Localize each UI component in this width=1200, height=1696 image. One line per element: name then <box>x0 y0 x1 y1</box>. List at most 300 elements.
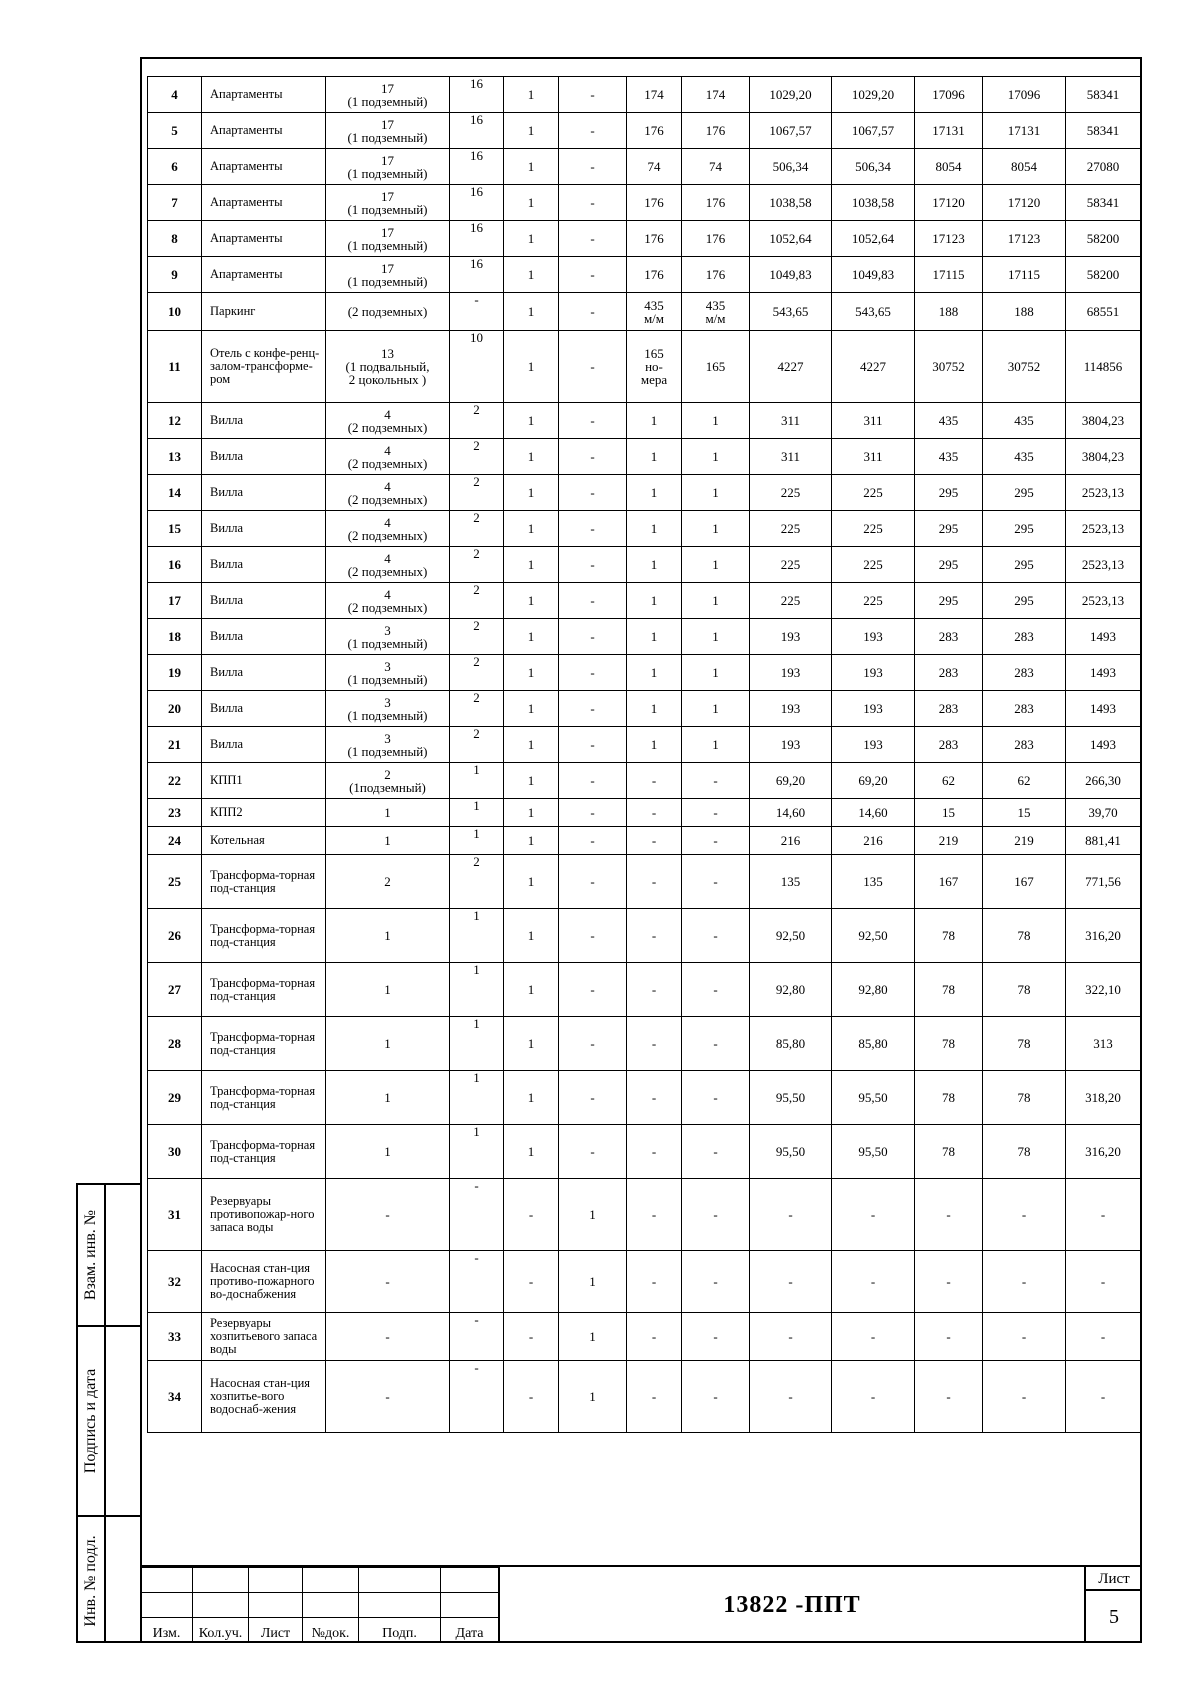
cell-c8-line: 176 <box>705 195 726 210</box>
cell-name: Резервуары противопожар-ного запаса воды <box>202 1179 326 1251</box>
cell-c4: - <box>450 293 504 331</box>
cell-floors-line: 1 <box>384 928 391 943</box>
cell-floors-line: (1 подземный) <box>347 273 428 289</box>
cell-c6: - <box>559 403 627 439</box>
cell-c11: - <box>915 1251 983 1313</box>
cell-c9: 543,65 <box>750 293 832 331</box>
cell-c9: 95,50 <box>750 1125 832 1179</box>
cell-c10: 69,20 <box>832 763 915 799</box>
cell-c5: - <box>504 1251 559 1313</box>
cell-c10: 135 <box>832 855 915 909</box>
cell-c8 <box>682 827 750 855</box>
cell-c7-line: - <box>651 1036 657 1051</box>
cell-c11: 17131 <box>915 113 983 149</box>
cell-c5: 1 <box>504 963 559 1017</box>
cell-number: 31 <box>148 1179 202 1251</box>
cell-floors-line: 1 <box>384 833 391 848</box>
cell-c13: 266,30 <box>1066 763 1141 799</box>
cell-c5: 1 <box>504 1017 559 1071</box>
cell-c8 <box>682 77 750 113</box>
cell-c8-line: - <box>713 874 718 889</box>
cell-floors-line: (2 подземных) <box>347 419 428 435</box>
table-row <box>148 1125 1141 1179</box>
cell-c8-line: 1 <box>712 413 719 428</box>
cell-c7-line: - <box>651 1090 657 1105</box>
cell-floors <box>326 583 450 619</box>
cell-floors-line: 1 <box>384 1036 391 1051</box>
cell-c5: - <box>504 1313 559 1361</box>
cell-name: Трансформа-торная под-станция <box>202 963 326 1017</box>
cell-c4: 2 <box>450 855 504 909</box>
cell-c4: 10 <box>450 331 504 403</box>
cell-name: Отель с конфе-ренц-залом-трансформе-ром <box>202 331 326 403</box>
cell-c7-line: 176 <box>644 231 664 246</box>
cell-c9: 1067,57 <box>750 113 832 149</box>
cell-floors-line: (2 подземных) <box>347 304 428 319</box>
cell-c9: 1052,64 <box>750 221 832 257</box>
cell-c8 <box>682 1361 750 1433</box>
cell-c13: 316,20 <box>1066 909 1141 963</box>
cell-c10: 225 <box>832 547 915 583</box>
cell-floors-line: 1 <box>384 1144 391 1159</box>
table-row <box>148 1071 1141 1125</box>
cell-floors-line: (1 подземный) <box>347 635 428 651</box>
cell-number: 5 <box>148 113 202 149</box>
table-row <box>148 475 1141 511</box>
cell-c8-line: - <box>713 1274 718 1289</box>
cell-c4: 16 <box>450 185 504 221</box>
cell-c8 <box>682 1251 750 1313</box>
cell-number: 25 <box>148 855 202 909</box>
cell-c10: 92,50 <box>832 909 915 963</box>
cell-c5: 1 <box>504 691 559 727</box>
cell-name: Апартаменты <box>202 113 326 149</box>
cell-c7-line: 1 <box>650 629 658 644</box>
cell-floors <box>326 619 450 655</box>
cell-name: КПП1 <box>202 763 326 799</box>
cell-c7 <box>627 547 682 583</box>
cell-c7-line: 1 <box>650 701 658 716</box>
table-row <box>148 403 1141 439</box>
cell-c5: - <box>504 1361 559 1433</box>
cell-c11: 219 <box>915 827 983 855</box>
cell-c4: 2 <box>450 619 504 655</box>
cell-c7-line: 1 <box>650 449 658 464</box>
table-row <box>148 799 1141 827</box>
cell-c9: 193 <box>750 691 832 727</box>
cell-c4: 1 <box>450 1071 504 1125</box>
cell-c13: 58341 <box>1066 113 1141 149</box>
cell-floors-line: 17 <box>381 188 394 204</box>
cell-name: Апартаменты <box>202 257 326 293</box>
cell-c8 <box>682 799 750 827</box>
cell-c4: 16 <box>450 77 504 113</box>
table-row <box>148 1251 1141 1313</box>
cell-c8 <box>682 855 750 909</box>
cell-c7-line: 1 <box>650 521 658 536</box>
cell-c4: 2 <box>450 439 504 475</box>
cell-c7 <box>627 1361 682 1433</box>
cell-c7-line: - <box>651 982 657 997</box>
cell-c10: - <box>832 1361 915 1433</box>
tb-kol-uch: Кол.уч. <box>193 1618 249 1643</box>
cell-floors <box>326 855 450 909</box>
cell-number: 4 <box>148 77 202 113</box>
cell-c10: 193 <box>832 727 915 763</box>
cell-name: Вилла <box>202 727 326 763</box>
cell-c4: - <box>450 1179 504 1251</box>
cell-c5: 1 <box>504 113 559 149</box>
cell-c6: - <box>559 727 627 763</box>
cell-floors-line: - <box>385 1329 390 1344</box>
cell-c8 <box>682 149 750 185</box>
cell-c5: 1 <box>504 909 559 963</box>
table-row <box>148 1361 1141 1433</box>
cell-floors <box>326 1017 450 1071</box>
cell-c7-line: - <box>651 833 657 848</box>
cell-c11: 435 <box>915 439 983 475</box>
cell-c7-line: - <box>651 1274 657 1289</box>
cell-number: 11 <box>148 331 202 403</box>
cell-c4: 2 <box>450 655 504 691</box>
cell-floors <box>326 403 450 439</box>
cell-c10: 543,65 <box>832 293 915 331</box>
cell-floors-line: 13 <box>381 346 394 361</box>
table-row <box>148 185 1141 221</box>
cell-c8-line: 1 <box>712 701 719 716</box>
cell-c5: 1 <box>504 655 559 691</box>
cell-name: Вилла <box>202 655 326 691</box>
cell-c8-line: 1 <box>712 449 719 464</box>
side-label-vzam: Взам. инв. № <box>82 1209 99 1301</box>
cell-c12: 188 <box>983 293 1066 331</box>
cell-c13: - <box>1066 1251 1141 1313</box>
cell-floors-line: 1 <box>384 805 391 820</box>
cell-c8-line: 174 <box>705 87 726 102</box>
cell-floors <box>326 1251 450 1313</box>
cell-c7 <box>627 1017 682 1071</box>
cell-name: Апартаменты <box>202 149 326 185</box>
cell-floors <box>326 963 450 1017</box>
cell-c12: - <box>983 1313 1066 1361</box>
cell-c8 <box>682 293 750 331</box>
cell-c8-line: - <box>713 1144 718 1159</box>
cell-c7 <box>627 619 682 655</box>
cell-c9: 311 <box>750 439 832 475</box>
cell-c8-line: 176 <box>705 231 726 246</box>
cell-c8 <box>682 185 750 221</box>
cell-floors <box>326 257 450 293</box>
cell-number: 18 <box>148 619 202 655</box>
cell-c7 <box>627 185 682 221</box>
cell-c8-line: - <box>713 1207 718 1222</box>
cell-c9: 225 <box>750 511 832 547</box>
cell-c7 <box>627 727 682 763</box>
cell-c8 <box>682 691 750 727</box>
cell-c7-line: 165 <box>644 346 664 361</box>
cell-c13: 3804,23 <box>1066 403 1141 439</box>
cell-floors-line: (1 подземный) <box>347 237 428 253</box>
side-label-inv: Инв. № подл. <box>82 1535 99 1627</box>
cell-c12: 78 <box>983 963 1066 1017</box>
cell-floors-line: (1 подземный) <box>347 707 428 723</box>
cell-c4: - <box>450 1361 504 1433</box>
table-row <box>148 439 1141 475</box>
cell-c5: 1 <box>504 511 559 547</box>
cell-c9: 1049,83 <box>750 257 832 293</box>
cell-number: 16 <box>148 547 202 583</box>
side-stamp-labels <box>78 1185 106 1641</box>
cell-c9: 225 <box>750 547 832 583</box>
side-stamp-values <box>106 1185 140 1641</box>
cell-c7 <box>627 293 682 331</box>
cell-c5: 1 <box>504 221 559 257</box>
cell-c13: 58200 <box>1066 221 1141 257</box>
cell-c7 <box>627 855 682 909</box>
cell-c4: 1 <box>450 827 504 855</box>
cell-c8 <box>682 257 750 293</box>
cell-c8 <box>682 1125 750 1179</box>
cell-c12: 219 <box>983 827 1066 855</box>
cell-c6: - <box>559 763 627 799</box>
cell-floors <box>326 763 450 799</box>
cell-c8-line: - <box>713 1389 718 1404</box>
cell-c6: 1 <box>559 1313 627 1361</box>
cell-c11: 295 <box>915 583 983 619</box>
cell-c7-line: 1 <box>650 557 658 572</box>
cell-c7-line: 1 <box>650 413 658 428</box>
cell-c8 <box>682 475 750 511</box>
cell-c8-line: - <box>713 928 718 943</box>
cell-c12: 78 <box>983 1071 1066 1125</box>
table-row <box>148 909 1141 963</box>
cell-c7 <box>627 1179 682 1251</box>
cell-floors-line: 1 <box>384 1090 391 1105</box>
cell-c10: 193 <box>832 655 915 691</box>
cell-c6: - <box>559 855 627 909</box>
cell-c9: - <box>750 1313 832 1361</box>
cell-c9: 135 <box>750 855 832 909</box>
cell-c7-line: 1 <box>650 665 658 680</box>
cell-c12: 295 <box>983 547 1066 583</box>
cell-floors-line: (1подземный) <box>349 779 426 795</box>
cell-c11: - <box>915 1361 983 1433</box>
table-row <box>148 763 1141 799</box>
cell-c13: 1493 <box>1066 619 1141 655</box>
cell-c8-line: 74 <box>709 159 722 174</box>
cell-name: Апартаменты <box>202 221 326 257</box>
cell-c6: - <box>559 909 627 963</box>
cell-c8 <box>682 1179 750 1251</box>
cell-c7-line: - <box>651 1389 657 1404</box>
cell-c11: 17115 <box>915 257 983 293</box>
cell-c12: - <box>983 1179 1066 1251</box>
cell-c10: 4227 <box>832 331 915 403</box>
cell-c6: - <box>559 475 627 511</box>
cell-c6: - <box>559 77 627 113</box>
cell-number: 15 <box>148 511 202 547</box>
cell-floors <box>326 113 450 149</box>
cell-c8-line: м/м <box>705 310 726 326</box>
cell-c10: 225 <box>832 583 915 619</box>
cell-c12: 15 <box>983 799 1066 827</box>
cell-c7-line: 74 <box>647 159 661 174</box>
cell-c12: 167 <box>983 855 1066 909</box>
cell-name: Котельная <box>202 827 326 855</box>
cell-c8-line: 1 <box>712 521 719 536</box>
tb-list: Лист <box>249 1618 303 1643</box>
cell-c12: 295 <box>983 583 1066 619</box>
cell-c10: 216 <box>832 827 915 855</box>
cell-c9: 92,80 <box>750 963 832 1017</box>
cell-c11: 78 <box>915 1017 983 1071</box>
cell-c7 <box>627 1313 682 1361</box>
cell-c8 <box>682 439 750 475</box>
cell-c4: 2 <box>450 691 504 727</box>
cell-c4: 2 <box>450 475 504 511</box>
cell-floors <box>326 1361 450 1433</box>
cell-c12: 17120 <box>983 185 1066 221</box>
cell-floors <box>326 221 450 257</box>
cell-c10: 225 <box>832 511 915 547</box>
cell-c13: 1493 <box>1066 727 1141 763</box>
cell-floors-line: (1 подземный) <box>347 671 428 687</box>
table-row <box>148 691 1141 727</box>
table-row <box>148 827 1141 855</box>
cell-number: 28 <box>148 1017 202 1071</box>
cell-c7 <box>627 583 682 619</box>
cell-c6: - <box>559 799 627 827</box>
tb-data: Дата <box>441 1618 499 1643</box>
cell-c8-line: 165 <box>705 359 726 374</box>
cell-c8-line: - <box>713 982 718 997</box>
cell-c10: 311 <box>832 403 915 439</box>
cell-c7-line: 1 <box>650 737 658 752</box>
sheet-label: Лист <box>1086 1567 1142 1591</box>
side-cell-inv <box>78 1515 104 1645</box>
cell-c9: 311 <box>750 403 832 439</box>
cell-c13: 27080 <box>1066 149 1141 185</box>
cell-floors-line: - <box>385 1207 390 1222</box>
cell-c7-line: 1 <box>650 485 658 500</box>
cell-floors-line: (1 подземный) <box>347 129 428 145</box>
cell-c8-line: - <box>713 1329 718 1344</box>
cell-c13: 771,56 <box>1066 855 1141 909</box>
cell-c12: 17131 <box>983 113 1066 149</box>
cell-c4: 1 <box>450 1017 504 1071</box>
cell-c7-line: - <box>651 874 657 889</box>
cell-name: Вилла <box>202 475 326 511</box>
cell-c6: - <box>559 655 627 691</box>
cell-c12: 17096 <box>983 77 1066 113</box>
cell-c6: 1 <box>559 1179 627 1251</box>
cell-c7 <box>627 113 682 149</box>
cell-c8 <box>682 619 750 655</box>
cell-c9: 69,20 <box>750 763 832 799</box>
cell-c4: 1 <box>450 909 504 963</box>
cell-c10: 225 <box>832 475 915 511</box>
cell-floors <box>326 439 450 475</box>
cell-c10: 85,80 <box>832 1017 915 1071</box>
cell-c11: 295 <box>915 475 983 511</box>
cell-floors <box>326 331 450 403</box>
cell-c4: 2 <box>450 583 504 619</box>
cell-c5: 1 <box>504 619 559 655</box>
cell-floors-line: 4 <box>384 514 391 530</box>
cell-floors-line: (2 подземных) <box>347 491 428 507</box>
cell-c12: 78 <box>983 1017 1066 1071</box>
cell-c7-line: 176 <box>644 267 664 282</box>
cell-c9: 1029,20 <box>750 77 832 113</box>
cell-name: Паркинг <box>202 293 326 331</box>
cell-c13: 68551 <box>1066 293 1141 331</box>
cell-c8 <box>682 763 750 799</box>
cell-name: Вилла <box>202 619 326 655</box>
table-row <box>148 331 1141 403</box>
cell-name: Насосная стан-ция противо-пожарного во-доснабжения <box>202 1251 326 1313</box>
cell-c11: 435 <box>915 403 983 439</box>
cell-floors-line: (2 подземных) <box>347 563 428 579</box>
cell-number: 30 <box>148 1125 202 1179</box>
cell-c10: 92,80 <box>832 963 915 1017</box>
table-row <box>148 727 1141 763</box>
table-row <box>148 1313 1141 1361</box>
cell-c13: 39,70 <box>1066 799 1141 827</box>
cell-floors-line: 17 <box>381 152 394 168</box>
cell-c6: - <box>559 185 627 221</box>
cell-c9: - <box>750 1251 832 1313</box>
cell-c12: 17123 <box>983 221 1066 257</box>
cell-c6: - <box>559 149 627 185</box>
cell-c8 <box>682 909 750 963</box>
cell-c6: - <box>559 293 627 331</box>
cell-c11: 78 <box>915 1071 983 1125</box>
cell-c8 <box>682 1017 750 1071</box>
cell-c9: 193 <box>750 727 832 763</box>
tb-podp: Подп. <box>359 1618 441 1643</box>
cell-c6: - <box>559 547 627 583</box>
cell-c4: - <box>450 1313 504 1361</box>
cell-c5: 1 <box>504 1125 559 1179</box>
cell-c8-line: 1 <box>712 593 719 608</box>
cell-c5: 1 <box>504 257 559 293</box>
table-row <box>148 293 1141 331</box>
table-row <box>148 583 1141 619</box>
cell-floors-line: 2 цокольных ) <box>348 372 427 387</box>
buildings-table <box>147 76 1141 1433</box>
cell-c11: 78 <box>915 909 983 963</box>
cell-c11: 15 <box>915 799 983 827</box>
cell-c13: 316,20 <box>1066 1125 1141 1179</box>
cell-c7-line: 435 <box>644 297 664 313</box>
cell-c6: - <box>559 331 627 403</box>
cell-c4: - <box>450 1251 504 1313</box>
cell-c5: 1 <box>504 439 559 475</box>
cell-c8-line: 435 <box>705 297 726 313</box>
cell-c7 <box>627 77 682 113</box>
cell-name: Трансформа-торная под-станция <box>202 1071 326 1125</box>
cell-c12: 435 <box>983 439 1066 475</box>
cell-c12: - <box>983 1361 1066 1433</box>
tb-izm: Изм. <box>141 1618 193 1643</box>
cell-c6: - <box>559 113 627 149</box>
sheet-number: 5 <box>1109 1606 1119 1628</box>
cell-floors-line: 3 <box>384 658 391 674</box>
cell-c13: 2523,13 <box>1066 547 1141 583</box>
table-row <box>148 511 1141 547</box>
cell-c10: 1038,58 <box>832 185 915 221</box>
cell-floors-line: - <box>385 1389 390 1404</box>
